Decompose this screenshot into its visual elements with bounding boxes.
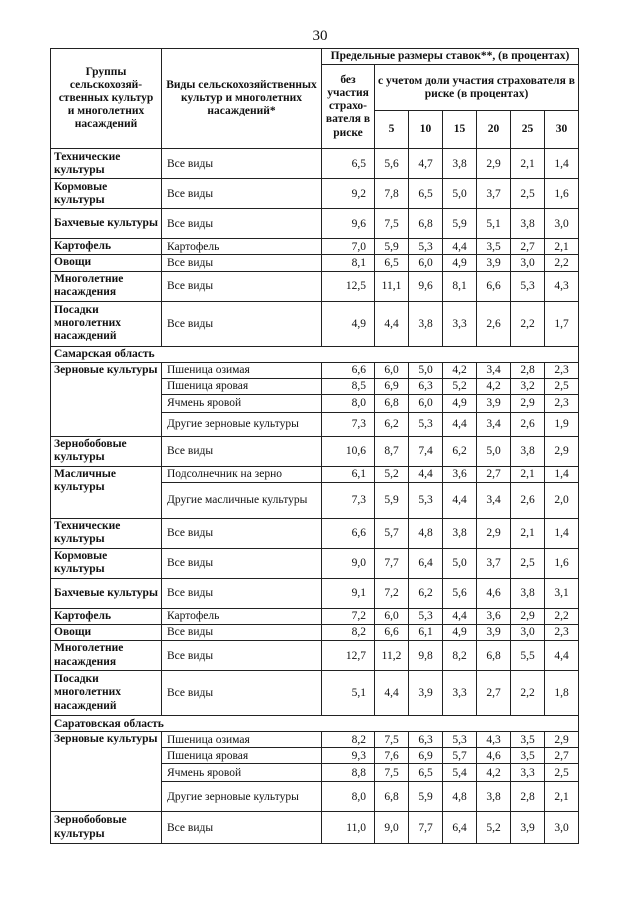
group-name: Кормовые культуры bbox=[51, 548, 162, 578]
rate-no-share: 8,1 bbox=[322, 255, 375, 271]
table-row bbox=[51, 812, 579, 844]
kind-name: Пшеница яровая bbox=[162, 378, 322, 394]
kind-name: Картофель bbox=[162, 239, 322, 255]
kind-name: Ячмень яровой bbox=[162, 394, 322, 412]
rate-share: 2,9 bbox=[511, 608, 545, 624]
region-label: Самарская область bbox=[51, 346, 579, 362]
rate-share: 6,2 bbox=[375, 412, 409, 436]
rate-no-share: 12,5 bbox=[322, 271, 375, 301]
kind-name: Все виды bbox=[162, 149, 322, 179]
rate-share: 2,5 bbox=[545, 764, 579, 782]
share-5: 5 bbox=[375, 111, 409, 149]
rate-no-share: 5,1 bbox=[322, 671, 375, 716]
rate-share: 7,7 bbox=[409, 812, 443, 844]
kind-name: Пшеница озимая bbox=[162, 732, 322, 748]
table-row bbox=[51, 641, 579, 671]
rate-share: 2,9 bbox=[477, 149, 511, 179]
rate-share: 3,8 bbox=[511, 578, 545, 608]
rate-share: 5,1 bbox=[477, 209, 511, 239]
table-body bbox=[51, 149, 579, 844]
rate-share: 3,2 bbox=[511, 378, 545, 394]
rate-no-share: 9,1 bbox=[322, 578, 375, 608]
rate-no-share: 7,2 bbox=[322, 608, 375, 624]
rate-share: 1,4 bbox=[545, 149, 579, 179]
kind-name: Все виды bbox=[162, 518, 322, 548]
rate-no-share: 6,6 bbox=[322, 362, 375, 378]
rate-share: 2,6 bbox=[477, 301, 511, 346]
header-kind: Виды сельскохозяйственных культур и многолетних насаждений* bbox=[162, 49, 322, 149]
kind-name: Пшеница озимая bbox=[162, 362, 322, 378]
rate-share: 7,5 bbox=[375, 764, 409, 782]
page-number: 30 bbox=[312, 28, 328, 44]
share-10: 10 bbox=[409, 111, 443, 149]
rate-share: 2,7 bbox=[511, 239, 545, 255]
rate-share: 2,9 bbox=[477, 518, 511, 548]
rate-share: 4,4 bbox=[545, 641, 579, 671]
kind-name: Все виды bbox=[162, 624, 322, 640]
rate-share: 7,8 bbox=[375, 179, 409, 209]
rate-share: 6,9 bbox=[375, 378, 409, 394]
rate-share: 5,2 bbox=[443, 378, 477, 394]
rate-share: 11,1 bbox=[375, 271, 409, 301]
share-30: 30 bbox=[545, 111, 579, 149]
table-row bbox=[51, 548, 579, 578]
rate-share: 3,0 bbox=[545, 209, 579, 239]
rate-no-share: 9,3 bbox=[322, 748, 375, 764]
group-name: Посадки многолетних насаждений bbox=[51, 671, 162, 716]
rate-no-share: 6,5 bbox=[322, 149, 375, 179]
rate-share: 5,3 bbox=[409, 482, 443, 518]
rate-share: 6,8 bbox=[375, 394, 409, 412]
rate-share: 2,2 bbox=[511, 671, 545, 716]
rate-no-share: 6,1 bbox=[322, 466, 375, 482]
kind-name: Все виды bbox=[162, 671, 322, 716]
rate-share: 4,7 bbox=[409, 149, 443, 179]
kind-name: Все виды bbox=[162, 436, 322, 466]
group-name: Зерновые культуры bbox=[51, 732, 162, 812]
table-row bbox=[51, 209, 579, 239]
rate-share: 3,5 bbox=[511, 748, 545, 764]
rate-share: 3,0 bbox=[545, 812, 579, 844]
kind-name: Все виды bbox=[162, 641, 322, 671]
rate-share: 1,6 bbox=[545, 179, 579, 209]
rate-share: 3,8 bbox=[443, 149, 477, 179]
rate-share: 6,0 bbox=[375, 608, 409, 624]
rate-share: 3,8 bbox=[511, 209, 545, 239]
rate-share: 6,4 bbox=[409, 548, 443, 578]
rate-share: 7,2 bbox=[375, 578, 409, 608]
table-row bbox=[51, 578, 579, 608]
rate-share: 3,6 bbox=[443, 466, 477, 482]
share-15: 15 bbox=[443, 111, 477, 149]
rate-share: 2,9 bbox=[511, 394, 545, 412]
rate-share: 5,6 bbox=[443, 578, 477, 608]
rate-no-share: 8,5 bbox=[322, 378, 375, 394]
rate-share: 5,2 bbox=[375, 466, 409, 482]
rate-share: 6,9 bbox=[409, 748, 443, 764]
table-row bbox=[51, 436, 579, 466]
rate-share: 4,4 bbox=[443, 608, 477, 624]
rate-share: 2,7 bbox=[477, 466, 511, 482]
group-name: Технические культуры bbox=[51, 518, 162, 548]
header-group: Группы сельскохозяй-ственных культур и многолетних насаждений bbox=[51, 49, 162, 149]
table-row bbox=[51, 149, 579, 179]
rate-share: 5,3 bbox=[443, 732, 477, 748]
rate-share: 9,8 bbox=[409, 641, 443, 671]
rate-share: 4,4 bbox=[443, 239, 477, 255]
kind-name: Ячмень яровой bbox=[162, 764, 322, 782]
rate-share: 3,4 bbox=[477, 412, 511, 436]
rate-share: 5,9 bbox=[375, 239, 409, 255]
group-name: Кормовые культуры bbox=[51, 179, 162, 209]
rate-share: 2,0 bbox=[545, 482, 579, 518]
rate-no-share: 6,6 bbox=[322, 518, 375, 548]
rate-share: 1,6 bbox=[545, 548, 579, 578]
rate-share: 5,3 bbox=[409, 608, 443, 624]
rate-share: 6,3 bbox=[409, 378, 443, 394]
rate-no-share: 8,2 bbox=[322, 732, 375, 748]
group-name: Зернобобовые культуры bbox=[51, 812, 162, 844]
rate-share: 8,1 bbox=[443, 271, 477, 301]
rate-no-share: 9,6 bbox=[322, 209, 375, 239]
rate-share: 6,6 bbox=[477, 271, 511, 301]
rate-share: 1,9 bbox=[545, 412, 579, 436]
rate-share: 6,6 bbox=[375, 624, 409, 640]
kind-name: Картофель bbox=[162, 608, 322, 624]
rate-share: 5,0 bbox=[443, 548, 477, 578]
table-row bbox=[51, 301, 579, 346]
rate-share: 5,7 bbox=[375, 518, 409, 548]
rate-share: 3,9 bbox=[511, 812, 545, 844]
rate-share: 5,3 bbox=[511, 271, 545, 301]
group-name: Картофель bbox=[51, 239, 162, 255]
rate-no-share: 11,0 bbox=[322, 812, 375, 844]
kind-name: Все виды bbox=[162, 812, 322, 844]
rate-share: 3,3 bbox=[443, 671, 477, 716]
rate-share: 3,9 bbox=[409, 671, 443, 716]
rate-share: 4,8 bbox=[443, 782, 477, 812]
rate-share: 4,4 bbox=[375, 301, 409, 346]
rate-share: 1,7 bbox=[545, 301, 579, 346]
rate-share: 3,3 bbox=[511, 764, 545, 782]
group-name: Овощи bbox=[51, 255, 162, 271]
rate-share: 3,5 bbox=[477, 239, 511, 255]
rate-share: 2,2 bbox=[545, 255, 579, 271]
rate-share: 4,3 bbox=[477, 732, 511, 748]
kind-name: Все виды bbox=[162, 209, 322, 239]
rate-share: 5,2 bbox=[477, 812, 511, 844]
rate-no-share: 8,2 bbox=[322, 624, 375, 640]
rate-share: 3,9 bbox=[477, 394, 511, 412]
rate-share: 5,9 bbox=[409, 782, 443, 812]
rate-share: 6,4 bbox=[443, 812, 477, 844]
rate-share: 4,6 bbox=[477, 578, 511, 608]
rate-share: 4,8 bbox=[409, 518, 443, 548]
table-row bbox=[51, 671, 579, 716]
rate-share: 4,9 bbox=[443, 394, 477, 412]
kind-name: Подсолнечник на зерно bbox=[162, 466, 322, 482]
rate-share: 3,5 bbox=[511, 732, 545, 748]
rate-share: 3,8 bbox=[409, 301, 443, 346]
rate-share: 6,0 bbox=[409, 255, 443, 271]
rate-share: 5,3 bbox=[409, 239, 443, 255]
rate-share: 4,6 bbox=[477, 748, 511, 764]
rate-share: 3,9 bbox=[477, 255, 511, 271]
region-label: Саратовская область bbox=[51, 716, 579, 732]
rate-share: 6,3 bbox=[409, 732, 443, 748]
rate-share: 4,3 bbox=[545, 271, 579, 301]
rate-share: 6,1 bbox=[409, 624, 443, 640]
group-name: Зерновые культуры bbox=[51, 362, 162, 436]
header-with-share: с учетом доли участия страхователя в риске (в процентах) bbox=[375, 65, 579, 111]
rate-share: 3,4 bbox=[477, 482, 511, 518]
rate-share: 7,4 bbox=[409, 436, 443, 466]
group-name: Бахчевые культуры bbox=[51, 578, 162, 608]
rate-share: 5,6 bbox=[375, 149, 409, 179]
rate-share: 2,5 bbox=[511, 179, 545, 209]
kind-name: Другие масличные культуры bbox=[162, 482, 322, 518]
group-name: Бахчевые культуры bbox=[51, 209, 162, 239]
rate-share: 5,3 bbox=[409, 412, 443, 436]
rate-share: 4,2 bbox=[477, 378, 511, 394]
rate-share: 3,9 bbox=[477, 624, 511, 640]
rate-no-share: 7,0 bbox=[322, 239, 375, 255]
table-row bbox=[51, 518, 579, 548]
rate-no-share: 7,3 bbox=[322, 482, 375, 518]
rate-share: 3,8 bbox=[443, 518, 477, 548]
rate-no-share: 10,6 bbox=[322, 436, 375, 466]
rate-share: 6,2 bbox=[443, 436, 477, 466]
rate-share: 1,4 bbox=[545, 466, 579, 482]
rate-share: 6,0 bbox=[375, 362, 409, 378]
group-name: Многолетние насаждения bbox=[51, 641, 162, 671]
rate-share: 2,7 bbox=[477, 671, 511, 716]
rate-share: 3,7 bbox=[477, 548, 511, 578]
rate-share: 4,2 bbox=[443, 362, 477, 378]
kind-name: Все виды bbox=[162, 179, 322, 209]
rate-share: 2,2 bbox=[545, 608, 579, 624]
region-row bbox=[51, 716, 579, 732]
rate-share: 1,4 bbox=[545, 518, 579, 548]
rate-no-share: 8,0 bbox=[322, 782, 375, 812]
rate-share: 4,4 bbox=[443, 482, 477, 518]
rate-share: 9,6 bbox=[409, 271, 443, 301]
rate-no-share: 7,3 bbox=[322, 412, 375, 436]
rate-share: 4,9 bbox=[443, 255, 477, 271]
rate-share: 2,3 bbox=[545, 624, 579, 640]
rate-share: 6,8 bbox=[375, 782, 409, 812]
table-row bbox=[51, 239, 579, 255]
rate-share: 2,3 bbox=[545, 362, 579, 378]
rate-share: 7,5 bbox=[375, 732, 409, 748]
kind-name: Все виды bbox=[162, 271, 322, 301]
share-20: 20 bbox=[477, 111, 511, 149]
rate-share: 2,1 bbox=[545, 782, 579, 812]
rate-no-share: 8,8 bbox=[322, 764, 375, 782]
table-row bbox=[51, 732, 579, 748]
rate-share: 6,5 bbox=[375, 255, 409, 271]
rate-share: 6,5 bbox=[409, 179, 443, 209]
table-row bbox=[51, 608, 579, 624]
group-name: Масличные культуры bbox=[51, 466, 162, 518]
rate-share: 2,2 bbox=[511, 301, 545, 346]
group-name: Картофель bbox=[51, 608, 162, 624]
rate-no-share: 9,0 bbox=[322, 548, 375, 578]
rate-share: 6,0 bbox=[409, 394, 443, 412]
share-25: 25 bbox=[511, 111, 545, 149]
rate-share: 4,4 bbox=[409, 466, 443, 482]
rate-share: 2,1 bbox=[511, 466, 545, 482]
rate-share: 7,7 bbox=[375, 548, 409, 578]
header-no-share: без участия страхо-вателя в риске bbox=[322, 65, 375, 149]
rate-share: 3,8 bbox=[511, 436, 545, 466]
rate-share: 3,0 bbox=[511, 255, 545, 271]
rate-share: 4,2 bbox=[477, 764, 511, 782]
rate-share: 3,0 bbox=[511, 624, 545, 640]
insurance-rates-table bbox=[50, 48, 579, 844]
rate-share: 2,9 bbox=[545, 436, 579, 466]
rate-share: 2,6 bbox=[511, 482, 545, 518]
kind-name: Другие зерновые культуры bbox=[162, 412, 322, 436]
rate-share: 6,8 bbox=[409, 209, 443, 239]
rate-share: 9,0 bbox=[375, 812, 409, 844]
rate-share: 2,8 bbox=[511, 362, 545, 378]
group-name: Овощи bbox=[51, 624, 162, 640]
rate-share: 6,5 bbox=[409, 764, 443, 782]
rate-share: 3,1 bbox=[545, 578, 579, 608]
group-name: Посадки многолетних насаждений bbox=[51, 301, 162, 346]
rate-share: 3,6 bbox=[477, 608, 511, 624]
rate-share: 2,3 bbox=[545, 394, 579, 412]
kind-name: Другие зерновые культуры bbox=[162, 782, 322, 812]
rate-share: 11,2 bbox=[375, 641, 409, 671]
rate-no-share: 4,9 bbox=[322, 301, 375, 346]
kind-name: Все виды bbox=[162, 301, 322, 346]
rate-share: 1,8 bbox=[545, 671, 579, 716]
rate-share: 2,1 bbox=[511, 518, 545, 548]
rate-share: 5,0 bbox=[477, 436, 511, 466]
kind-name: Все виды bbox=[162, 548, 322, 578]
rate-share: 8,7 bbox=[375, 436, 409, 466]
rate-share: 5,4 bbox=[443, 764, 477, 782]
rate-share: 2,1 bbox=[545, 239, 579, 255]
rate-no-share: 9,2 bbox=[322, 179, 375, 209]
rate-share: 6,2 bbox=[409, 578, 443, 608]
table-row bbox=[51, 362, 579, 378]
rate-share: 5,5 bbox=[511, 641, 545, 671]
rate-share: 2,7 bbox=[545, 748, 579, 764]
rate-share: 4,9 bbox=[443, 624, 477, 640]
kind-name: Пшеница яровая bbox=[162, 748, 322, 764]
rate-no-share: 12,7 bbox=[322, 641, 375, 671]
rate-share: 7,5 bbox=[375, 209, 409, 239]
kind-name: Все виды bbox=[162, 255, 322, 271]
rate-share: 5,9 bbox=[375, 482, 409, 518]
rate-share: 5,7 bbox=[443, 748, 477, 764]
rate-share: 2,8 bbox=[511, 782, 545, 812]
rate-share: 3,4 bbox=[477, 362, 511, 378]
rate-share: 4,4 bbox=[443, 412, 477, 436]
rate-share: 2,5 bbox=[511, 548, 545, 578]
rate-share: 2,1 bbox=[511, 149, 545, 179]
rate-share: 7,6 bbox=[375, 748, 409, 764]
rate-share: 2,9 bbox=[545, 732, 579, 748]
table-row bbox=[51, 624, 579, 640]
rate-share: 5,0 bbox=[409, 362, 443, 378]
group-name: Зернобобовые культуры bbox=[51, 436, 162, 466]
rate-share: 3,8 bbox=[477, 782, 511, 812]
region-row bbox=[51, 346, 579, 362]
rate-share: 4,4 bbox=[375, 671, 409, 716]
kind-name: Все виды bbox=[162, 578, 322, 608]
rate-share: 2,5 bbox=[545, 378, 579, 394]
table-row bbox=[51, 466, 579, 482]
rate-share: 3,3 bbox=[443, 301, 477, 346]
header-rates: Предельные размеры ставок**, (в процентах) bbox=[322, 49, 579, 65]
rate-share: 5,9 bbox=[443, 209, 477, 239]
group-name: Многолетние насаждения bbox=[51, 271, 162, 301]
rate-share: 5,0 bbox=[443, 179, 477, 209]
table-row bbox=[51, 271, 579, 301]
rate-share: 2,6 bbox=[511, 412, 545, 436]
rate-share: 8,2 bbox=[443, 641, 477, 671]
table-row bbox=[51, 255, 579, 271]
rate-share: 3,7 bbox=[477, 179, 511, 209]
group-name: Технические культуры bbox=[51, 149, 162, 179]
rate-share: 6,8 bbox=[477, 641, 511, 671]
rate-no-share: 8,0 bbox=[322, 394, 375, 412]
table-row bbox=[51, 179, 579, 209]
